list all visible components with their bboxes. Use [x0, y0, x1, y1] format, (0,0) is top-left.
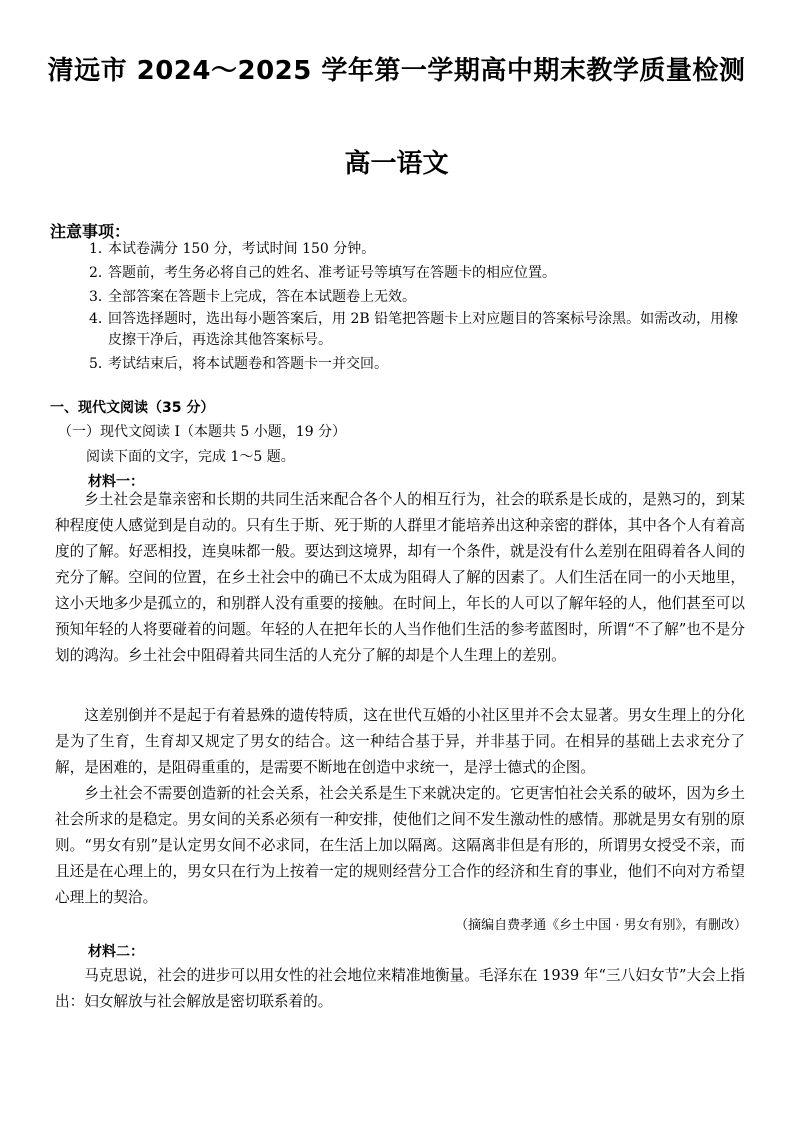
- notice-list: [0, 239, 793, 375]
- notice-item-number: 2．: [89, 265, 112, 281]
- notice-item-number: 4．: [89, 311, 112, 327]
- reading-instruction: 阅读下面的文字，完成 1～5 题。: [86, 449, 295, 465]
- subject-title: 高一语文: [344, 149, 449, 179]
- material-two-label: 材料二：: [88, 944, 144, 960]
- section-heading: 一、现代文阅读（35 分）: [50, 400, 215, 416]
- notice-item-number: 3．: [89, 289, 112, 305]
- notice-item: [0, 239, 793, 260]
- notice-item-number: 5．: [89, 356, 112, 372]
- material-one-paragraph: 乡土社会是靠亲密和长期的共同生活来配合各个人的相互行为，社会的联系是长成的，是熟习的，到某种程度使人感觉到是自动的。只有生于斯、死于斯的人群里才能培养出这种亲密的群体，其中各个人有着高度的了解。好恶相投，连臭味都一般。要达到这境界，却有一个条件，就是没有什么差别在阻碍着各人间的充分了解。空间的位置，在乡土社会中的确已不太成为阻碍人了解的因素了。人们生活在同一的小天地里，这小天地多少是孤立的，和别群人没有重要的接触。在时间上，年长的人可以了解年轻的人，他们甚至可以预知年轻的人将要碰着的问题。年轻的人在把年长的人当作他们生活的参考蓝图时，所谓“不了解”也不是分划的鸿沟。乡土社会中阻碍着共同生活的人充分了解的却是个人生理上的差别。: [55, 491, 745, 664]
- notice-item-text: 考试结束后，将本试题卷和答题卡一并交回。: [108, 356, 388, 372]
- notice-item-text: 答题前，考生务必将自己的姓名、准考证号等填写在答题卡的相应位置。: [108, 265, 556, 281]
- subsection-heading: （一）现代文阅读 I（本题共 5 小题，19 分）: [58, 424, 347, 440]
- material-one-label: 材料一：: [88, 474, 144, 490]
- notice-item-text: 本试卷满分 150 分，考试时间 150 分钟。: [108, 241, 376, 257]
- notice-item: [0, 287, 793, 308]
- material-one-source: （摘编自费孝通《乡土中国 · 男女有别》，有删改）: [455, 918, 747, 933]
- material-two-paragraph: 马克思说，社会的进步可以用女性的社会地位来精准地衡量。毛泽东在 1939 年“三八妇女节”大会上指出：妇女解放与社会解放是密切联系着的。: [55, 967, 745, 1010]
- notice-item: [0, 354, 793, 375]
- exam-title: 清远市 2024～2025 学年第一学期高中期末教学质量检测: [47, 56, 746, 86]
- notice-item-text: 回答选择题时，选出每小题答案后，用 2B 铅笔把答题卡上对应题目的答案标号涂黑。如需改动，用橡皮擦干净后，再选涂其他答案标号。: [108, 311, 739, 348]
- notice-item-text: 全部答案在答题卡上完成，答在本试题卷上无效。: [108, 289, 416, 305]
- material-one-paragraph: 这差别倒并不是起于有着悬殊的遗传特质，这在世代互婚的小社区里并不会太显著。男女生理上的分化是为了生育，生育却又规定了男女的结合。这一种结合基于异，并非基于同。在相异的基础上去求充分了解，是困难的，是阻碍重重的，是需要不断地在创造中求统一，是浮士德式的企图。: [55, 707, 745, 776]
- notice-item: [0, 309, 793, 351]
- material-one-paragraph: 乡土社会不需要创造新的社会关系，社会关系是生下来就决定的。它更害怕社会关系的破坏，因为乡土社会所求的是稳定。男女间的关系必须有一种安排，使他们之间不发生激动性的感情。那就是男女有别的原则。“男女有别”是认定男女间不必求同，在生活上加以隔离。这隔离非但是有形的，所谓男女授受不亲，而且还是在心理上的，男女只在行为上按着一定的规则经营分工合作的经济和生育的事业，他们不向对方希望心理上的契洽。: [55, 785, 745, 906]
- notice-heading: 注意事项：: [50, 222, 131, 241]
- notice-item: [0, 263, 793, 284]
- notice-item-number: 1．: [89, 241, 112, 257]
